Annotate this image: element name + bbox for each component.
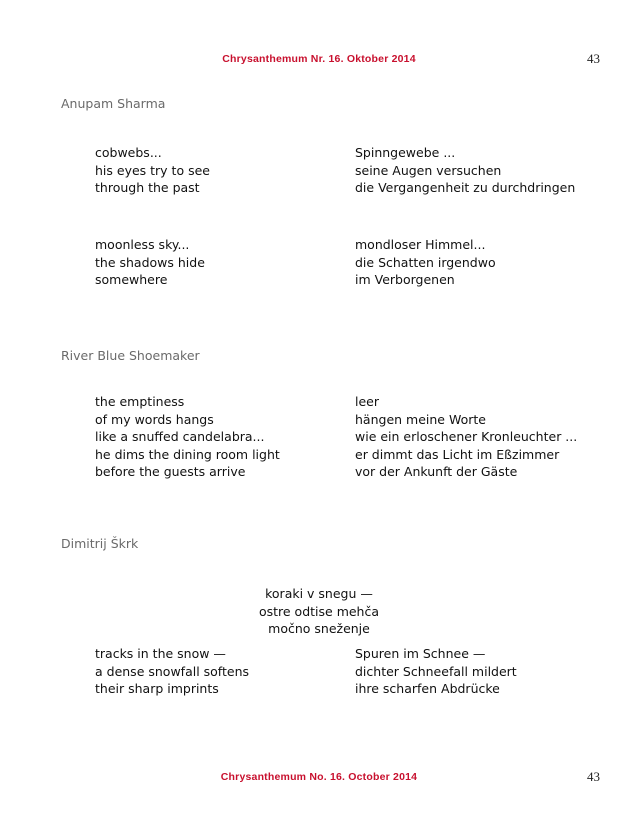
poem-line: Spinngewebe ...	[355, 145, 456, 160]
poem-line: leer	[355, 394, 379, 409]
poem-line: like a snuffed candelabra...	[95, 429, 265, 444]
poem-line: er dimmt das Licht im Eßzimmer	[355, 446, 560, 462]
poem-line: vor der Ankunft der Gäste	[355, 464, 518, 479]
page-header	[0, 50, 638, 70]
poem-line: Spuren im Schnee —	[355, 646, 486, 661]
author-name: River Blue Shoemaker	[61, 348, 200, 363]
poem-stanza-german	[355, 144, 575, 197]
poem-line: a dense snowfall softens	[95, 663, 250, 679]
poem-line: hängen meine Worte	[355, 411, 486, 427]
author-name: Anupam Sharma	[61, 96, 166, 111]
poem-line: cobwebs...	[95, 145, 162, 160]
poem-line: seine Augen versuchen	[355, 162, 502, 178]
page-footer	[0, 768, 638, 788]
poem-line: before the guests arrive	[95, 464, 246, 479]
poem-line: the shadows hide	[95, 254, 205, 270]
poem-stanza-german	[355, 393, 577, 481]
poem-line: močno sneženje	[268, 621, 370, 636]
poem-line: im Verborgenen	[355, 272, 455, 287]
author-name: Dimitrij Škrk	[61, 536, 139, 551]
poem-line: ostre odtise mehča	[258, 603, 380, 619]
poem-line: their sharp imprints	[95, 681, 219, 696]
poem-line: tracks in the snow —	[95, 646, 226, 661]
poem-line: his eyes try to see	[95, 162, 210, 178]
poem-line: the emptiness	[95, 394, 185, 409]
poem-line: through the past	[95, 180, 200, 195]
poem-line: koraki v snegu —	[265, 586, 373, 601]
poem-stanza-german	[355, 236, 496, 289]
page-number: 43	[587, 51, 600, 66]
poem-stanza-english	[95, 236, 205, 289]
poem-line: of my words hangs	[95, 411, 214, 427]
poem-stanza-german	[355, 645, 517, 698]
poem-stanza-original	[0, 585, 638, 638]
poem-stanza-english	[95, 393, 280, 481]
poem-line: somewhere	[95, 272, 168, 287]
journal-title: Chrysanthemum No. 16. October 2014	[220, 771, 418, 783]
poem-line: ihre scharfen Abdrücke	[355, 681, 500, 696]
poem-line: he dims the dining room light	[95, 446, 280, 462]
page-number: 43	[587, 769, 600, 784]
poem-line: dichter Schneefall mildert	[355, 663, 517, 679]
poem-line: mondloser Himmel...	[355, 237, 486, 252]
poem-line: die Vergangenheit zu durchdringen	[355, 180, 576, 195]
poem-stanza-english	[95, 144, 210, 197]
journal-title: Chrysanthemum Nr. 16. Oktober 2014	[222, 53, 416, 65]
poem-line: moonless sky...	[95, 237, 190, 252]
poem-line: die Schatten irgendwo	[355, 254, 496, 270]
poem-stanza-english	[95, 645, 249, 698]
poem-line: wie ein erloschener Kronleuchter ...	[355, 429, 578, 444]
